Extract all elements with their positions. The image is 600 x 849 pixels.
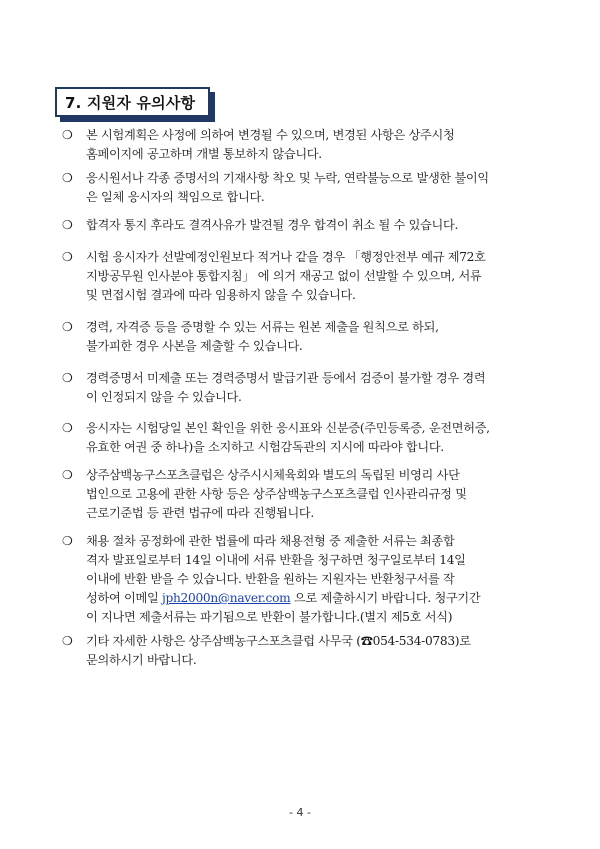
notice-line: 격자 발표일로부터 14일 이내에 서류 반환을 청구하면 청구일로부터 14일 bbox=[86, 553, 466, 567]
notice-line: 경력증명서 미제출 또는 경력증명서 발급기관 등에서 검증이 불가할 경우 경력 bbox=[86, 371, 486, 385]
circle-bullet-icon: ❍ bbox=[62, 468, 73, 482]
notice-line: 은 일체 응시자의 책임으로 합니다. bbox=[86, 190, 265, 204]
circle-bullet-icon: ❍ bbox=[62, 534, 73, 548]
email-suffix-text: 으로 제출하시기 바랍니다. 청구기간 bbox=[290, 591, 481, 605]
notice-item bbox=[62, 419, 552, 457]
notice-item bbox=[62, 169, 552, 207]
notice-line: 상주삼백농구스포츠클럽은 상주시시체육회와 별도의 독립된 비영리 사단 bbox=[86, 468, 460, 482]
notice-line: 본 시험계획은 사정에 의하여 변경될 수 있으며, 변경된 사항은 상주시청 bbox=[86, 128, 455, 142]
notice-line: 이내에 반환 받을 수 있습니다. 반환을 원하는 지원자는 반환청구서를 작 bbox=[86, 572, 455, 586]
notice-line: 이 인정되지 않을 수 있습니다. bbox=[86, 390, 242, 404]
notice-item bbox=[62, 532, 552, 627]
notice-item bbox=[62, 216, 552, 235]
section-header-box bbox=[55, 87, 210, 117]
notice-line: 문의하시기 바랍니다. bbox=[86, 653, 197, 667]
notice-item bbox=[62, 632, 552, 670]
notice-line: 시험 응시자가 선발예정인원보다 적거나 같을 경우 「행정안전부 예규 제72호 bbox=[86, 250, 486, 264]
circle-bullet-icon: ❍ bbox=[62, 421, 73, 435]
circle-bullet-icon: ❍ bbox=[62, 250, 73, 264]
notice-line: 불가피한 경우 사본을 제출할 수 있습니다. bbox=[86, 339, 303, 353]
notice-line: 기타 자세한 사항은 상주삼백농구스포츠클럽 사무국 (☎054-534-0783)로 bbox=[86, 634, 471, 648]
page-number: - 4 - bbox=[289, 806, 311, 819]
notice-line: 홈페이지에 공고하며 개별 통보하지 않습니다. bbox=[86, 147, 322, 161]
notice-line: 응시원서나 각종 증명서의 기재사항 착오 및 누락, 연락불능으로 발생한 불이익 bbox=[86, 171, 489, 185]
notice-item bbox=[62, 369, 552, 407]
notice-line: 이 지나면 제출서류는 파기됨으로 반환이 불가합니다.(별지 제5호 서식) bbox=[86, 610, 453, 624]
notice-line: 지방공무원 인사분야 통합지침」 에 의거 재공고 없이 선발할 수 있으며, 서류 bbox=[86, 269, 482, 283]
notice-item bbox=[62, 466, 552, 523]
notice-line: 법인으로 고용에 관한 사항 등은 상주삼백농구스포츠클럽 인사관리규정 및 bbox=[86, 487, 467, 501]
notice-item bbox=[62, 248, 552, 305]
notice-line: 경력, 자격증 등을 증명할 수 있는 서류는 원본 제출을 원칙으로 하되, bbox=[86, 320, 439, 334]
circle-bullet-icon: ❍ bbox=[62, 634, 73, 648]
circle-bullet-icon: ❍ bbox=[62, 171, 73, 185]
circle-bullet-icon: ❍ bbox=[62, 371, 73, 385]
section-header bbox=[55, 87, 210, 117]
notice-item bbox=[62, 318, 552, 356]
circle-bullet-icon: ❍ bbox=[62, 218, 73, 232]
notice-line: 응시자는 시험당일 본인 확인을 위한 응시표와 신분증(주민등록증, 운전면허증, bbox=[86, 421, 490, 435]
notice-line: 합격자 통지 후라도 결격사유가 발견될 경우 합격이 취소 될 수 있습니다. bbox=[86, 218, 459, 232]
notice-line-with-email bbox=[86, 589, 552, 608]
notice-line: 유효한 여권 중 하나)을 소지하고 시험감독관의 지시에 따라야 합니다. bbox=[86, 440, 444, 454]
email-prefix-text: 성하여 이메일 bbox=[86, 591, 162, 605]
notice-line: 채용 절차 공정화에 관한 법률에 따라 채용전형 중 제출한 서류는 최종합 bbox=[86, 534, 455, 548]
section-title: 7. 지원자 유의사항 bbox=[65, 93, 196, 112]
circle-bullet-icon: ❍ bbox=[62, 128, 73, 142]
notice-item bbox=[62, 126, 552, 164]
notice-line: 및 면접시험 결과에 따라 임용하지 않을 수 있습니다. bbox=[86, 288, 356, 302]
notice-list bbox=[62, 126, 552, 670]
email-link[interactable]: jph2000n@naver.com bbox=[162, 591, 291, 605]
notice-line: 근로기준법 등 관련 법규에 따라 진행됩니다. bbox=[86, 506, 314, 520]
circle-bullet-icon: ❍ bbox=[62, 320, 73, 334]
